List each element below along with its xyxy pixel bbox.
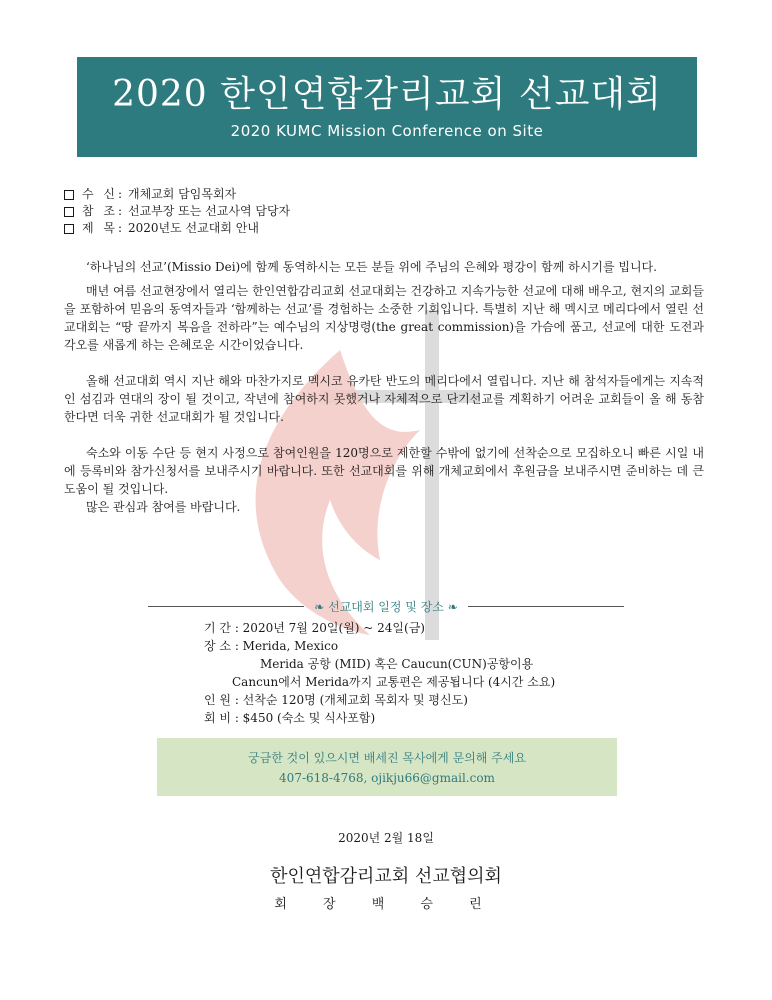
memo-value: 선교부장 또는 선교사역 담당자 <box>128 204 291 218</box>
contact-phone-email: 407-618-4768, ojikju66@gmail.com <box>279 771 495 785</box>
president-signature: 회 장 백 승 린 <box>274 897 498 912</box>
schedule-details <box>204 619 555 727</box>
schedule-place: 장 소 : Merida, Mexico <box>204 639 339 653</box>
schedule-fee: 회 비 : $450 (숙소 및 식사포함) <box>204 711 376 725</box>
checkbox-bullet-icon <box>64 190 74 200</box>
paragraph-location: 올해 선교대회 역시 지난 해와 마찬가지로 멕시코 유카탄 반도의 메리다에서 열립니다. 지난 해 참석자들에게는 지속적인 섬김과 연대의 장이 될 것이고, 작년에 참여하지 못했거나 자체적으로 단기선교를 계획하기 어려운 교회들이 올 해 동참한다면 더욱 귀한 선교대회가 될 것입니다. <box>64 374 704 424</box>
checkbox-bullet-icon <box>64 224 74 234</box>
schedule-heading <box>148 598 624 615</box>
banner-title: 2020 한인연합감리교회 선교대회 <box>112 74 662 115</box>
organization-name: 한인연합감리교회 선교협의회 <box>270 866 502 887</box>
contact-box <box>157 738 617 796</box>
paragraph-closing: 많은 관심과 참여를 바랍니다. <box>86 500 241 514</box>
contact-line: 궁금한 것이 있으시면 배세진 목사에게 문의해 주세요 <box>248 751 526 765</box>
schedule-airport: Merida 공항 (MID) 혹은 Caucun(CUN)공항이용 <box>260 657 534 671</box>
paragraph-conference-intro: 매년 여름 선교현장에서 열리는 한인연합감리교회 선교대회는 건강하고 지속가능한 선교에 대해 배우고, 현지의 교회들을 포함하여 믿음의 동역자들과 ‘함께하는 선교’를 경험하는 소중한 기회입니다. 특별히 지난 해 멕시코 메리다에서 열린 선교대회는 “땅 끝까지 복음을 전하라”는 예수님의 지상명령(the great commission)을 가슴에 품고, 선교에 대한 도전과 각오를 새롭게 하는 은혜로운 시간이었습니다. <box>64 284 704 352</box>
memo-row-subject <box>64 220 290 237</box>
checkbox-bullet-icon <box>64 207 74 217</box>
paragraph-registration: 숙소와 이동 수단 등 현지 사정으로 참여인원을 120명으로 제한할 수밖에 없기에 선착순으로 모집하오니 빠른 시일 내에 등록비와 참가신청서를 보내주시기 바랍니다. 또한 선교대회를 위해 개체교회에서 후원금을 보내주시면 준비하는 데 큰 도움이 될 것입니다. <box>64 446 704 496</box>
memo-row-recipient <box>64 186 290 203</box>
memo-label: 제 목: <box>82 221 126 235</box>
divider <box>468 606 624 607</box>
memo-value: 개체교회 담임목회자 <box>128 187 237 201</box>
schedule-transport: Cancun에서 Merida까지 교통편은 제공됩니다 (4시간 소요) <box>232 675 556 689</box>
schedule-period: 기 간 : 2020년 7월 20일(월) ~ 24일(금) <box>204 621 425 635</box>
memo-header <box>64 186 290 237</box>
schedule-attendees: 인 원 : 선착순 120명 (개체교회 목회자 및 평신도) <box>204 693 468 707</box>
memo-value: 2020년도 선교대회 안내 <box>128 221 259 235</box>
letter-body <box>64 258 704 516</box>
memo-label: 수 신: <box>82 187 126 201</box>
memo-label: 참 조: <box>82 204 126 218</box>
title-banner <box>77 57 697 157</box>
memo-row-reference <box>64 203 290 220</box>
schedule-heading-text: ❧ 선교대회 일정 및 장소 ❧ <box>314 600 458 614</box>
paragraph-greeting: ‘하나님의 선교’(Missio Dei)에 함께 동역하시는 모든 분들 위에 주님의 은혜와 평강이 함께 하시기를 빕니다. <box>86 260 657 274</box>
letter-date: 2020년 2월 18일 <box>338 831 434 845</box>
banner-subtitle: 2020 KUMC Mission Conference on Site <box>230 122 544 140</box>
divider <box>148 606 304 607</box>
